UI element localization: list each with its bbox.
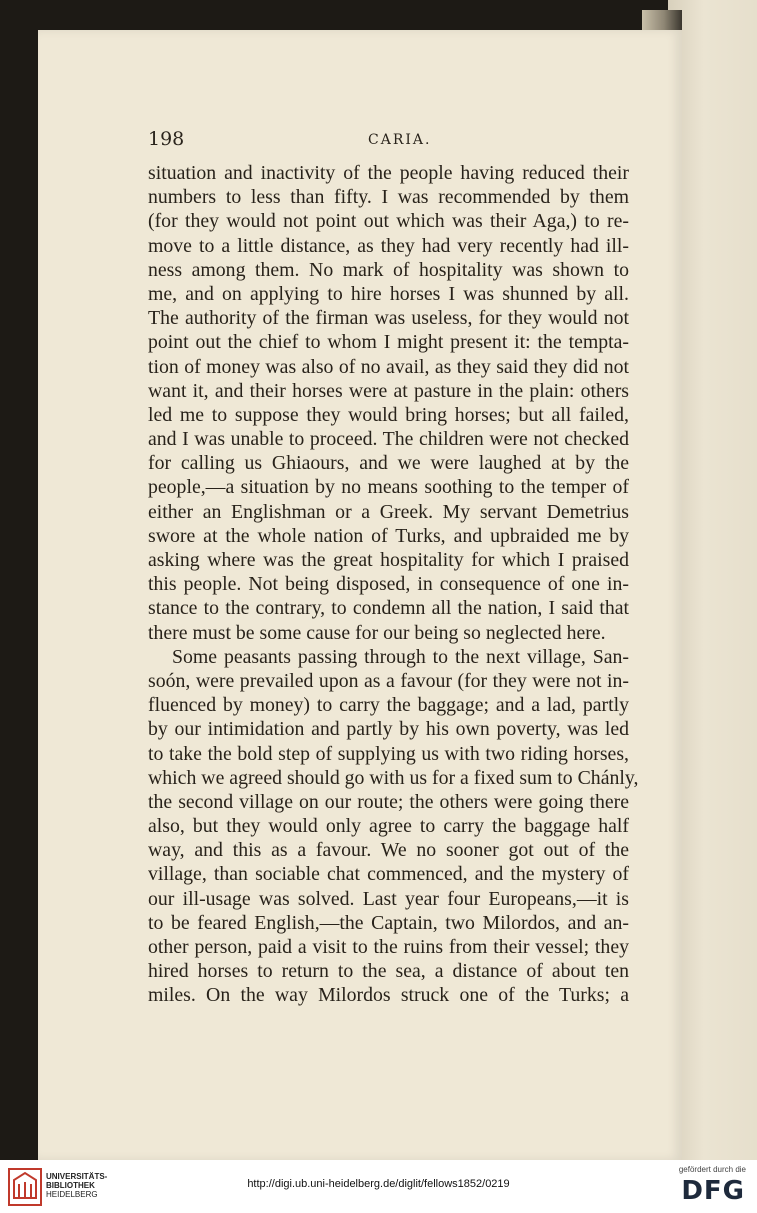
- running-head: CARIA.: [368, 132, 432, 148]
- text-line: tion of money was also of no avail, as they said they did not: [148, 355, 629, 378]
- text-line: asking where was the great hospitality for which I praised: [148, 549, 629, 571]
- text-line: swore at the whole nation of Turks, and upbraided me by: [148, 524, 629, 547]
- text-line: for calling us Ghiaours, and we were laughed at by the: [148, 452, 629, 475]
- text-line: by our intimidation and partly by his own poverty, was led: [148, 718, 629, 741]
- dfg-logo: DFG: [681, 1176, 745, 1206]
- text-line: move to a little distance, as they had very recently had ill-: [148, 234, 629, 257]
- text-line: there must be some cause for our being so neglected here.: [148, 621, 606, 644]
- text-line: to take the bold step of supplying us with two riding horses,: [148, 742, 629, 765]
- page-number: 198: [148, 128, 185, 150]
- page-header: [148, 128, 628, 152]
- text-line: situation and inactivity of the people having reduced their: [148, 162, 629, 184]
- text-line: (for they would not point out which was their Aga,) to re-: [148, 210, 629, 233]
- funded-by-label: gefördert durch die: [678, 1165, 746, 1174]
- library-name-line: BIBLIOTHEK: [46, 1181, 95, 1190]
- text-line: the second village on our route; the others were going there: [148, 790, 629, 813]
- text-line: hired horses to return to the sea, a distance of about ten: [148, 960, 629, 983]
- text-line: and I was unable to proceed. The children were not checked: [148, 428, 629, 451]
- text-line: either an Englishman or a Greek. My servant Demetrius: [148, 500, 629, 523]
- text-line: fluenced by money) to carry the baggage; and a lad, partly: [148, 694, 629, 717]
- text-line: village, than sociable chat commenced, and the mystery of: [148, 863, 629, 886]
- text-line: people,—a situation by no means soothing to the temper of: [148, 476, 629, 499]
- text-line: which we agreed should go with us for a fixed sum to Chánly,: [148, 766, 639, 789]
- text-line: me, and on applying to hire horses I was shunned by all.: [148, 282, 629, 305]
- text-line: this people. Not being disposed, in consequence of one in-: [148, 573, 629, 596]
- text-line: Some peasants passing through to the next village, San-: [172, 645, 629, 668]
- library-name-line: UNIVERSITÄTS-: [46, 1172, 108, 1181]
- text-line: want it, and their horses were at pasture in the plain: others: [148, 379, 629, 402]
- text-line: other person, paid a visit to the ruins from their vessel; they: [148, 936, 629, 958]
- text-line: numbers to less than fifty. I was recommended by them: [148, 186, 629, 209]
- text-line: miles. On the way Milordos struck one of the Turks; a: [148, 984, 629, 1007]
- body-text: [148, 161, 639, 1008]
- text-line: also, but they would only agree to carry the baggage half: [148, 815, 629, 838]
- library-name-line: HEIDELBERG: [46, 1190, 98, 1199]
- text-line: stance to the contrary, to condemn all the nation, I said that: [148, 597, 629, 620]
- text-line: led me to suppose they would bring horses; but all failed,: [148, 403, 629, 426]
- text-line: soón, were prevailed upon as a favour (for they were not in-: [148, 669, 629, 692]
- footer-bar: [0, 1160, 757, 1213]
- text-line: way, and this as a favour. We no sooner got out of the: [148, 839, 629, 862]
- text-line: point out the chief to whom I might present it: the tempta-: [148, 331, 629, 354]
- source-url-link[interactable]: http://digi.ub.uni-heidelberg.de/diglit/fellows1852/0219: [247, 1178, 510, 1190]
- text-line: ness among them. No mark of hospitality was shown to: [148, 258, 629, 281]
- text-line: to be feared English,—the Captain, two Milordos, and an-: [148, 911, 629, 934]
- text-line: The authority of the firman was useless, for they would not: [148, 307, 629, 330]
- text-line: our ill-usage was solved. Last year four Europeans,—it is: [148, 887, 629, 910]
